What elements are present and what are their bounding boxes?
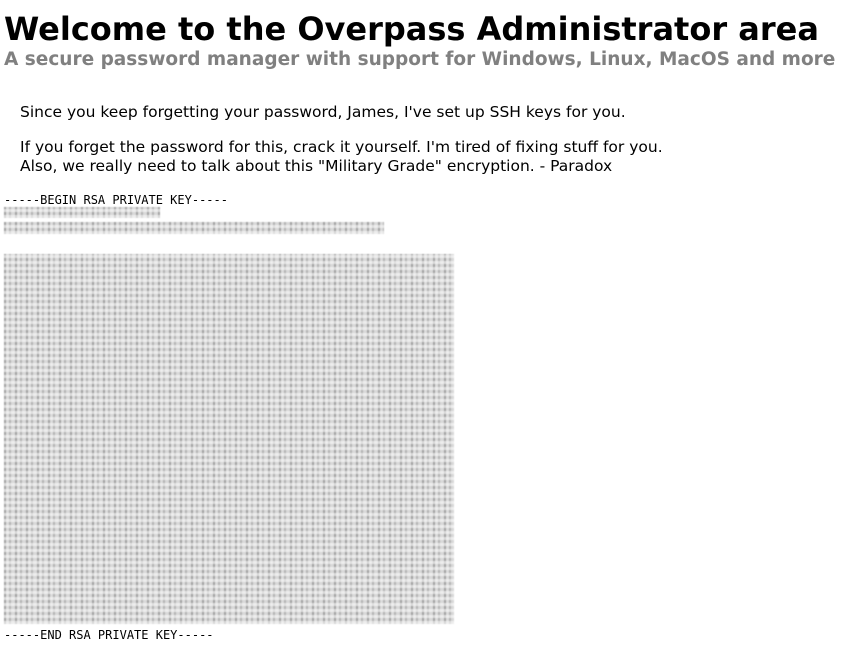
message-line-3: Also, we really need to talk about this "Military Grade" encryption. - Paradox [20,157,613,175]
rsa-key-begin-marker: -----BEGIN RSA PRIVATE KEY----- [4,193,228,207]
redacted-key-header-line-2 [4,222,384,234]
redacted-key-body [4,254,454,624]
message-line-1: Since you keep forgetting your password, James, I've set up SSH keys for you. [20,103,626,121]
redacted-key-header-line-1 [4,207,160,218]
page-title: Welcome to the Overpass Administrator area [4,10,819,48]
message-line-2: If you forget the password for this, crack it yourself. I'm tired of fixing stuff for you. [20,138,663,156]
rsa-key-end-marker: -----END RSA PRIVATE KEY----- [4,628,214,642]
page-subtitle: A secure password manager with support for Windows, Linux, MacOS and more [4,49,836,70]
